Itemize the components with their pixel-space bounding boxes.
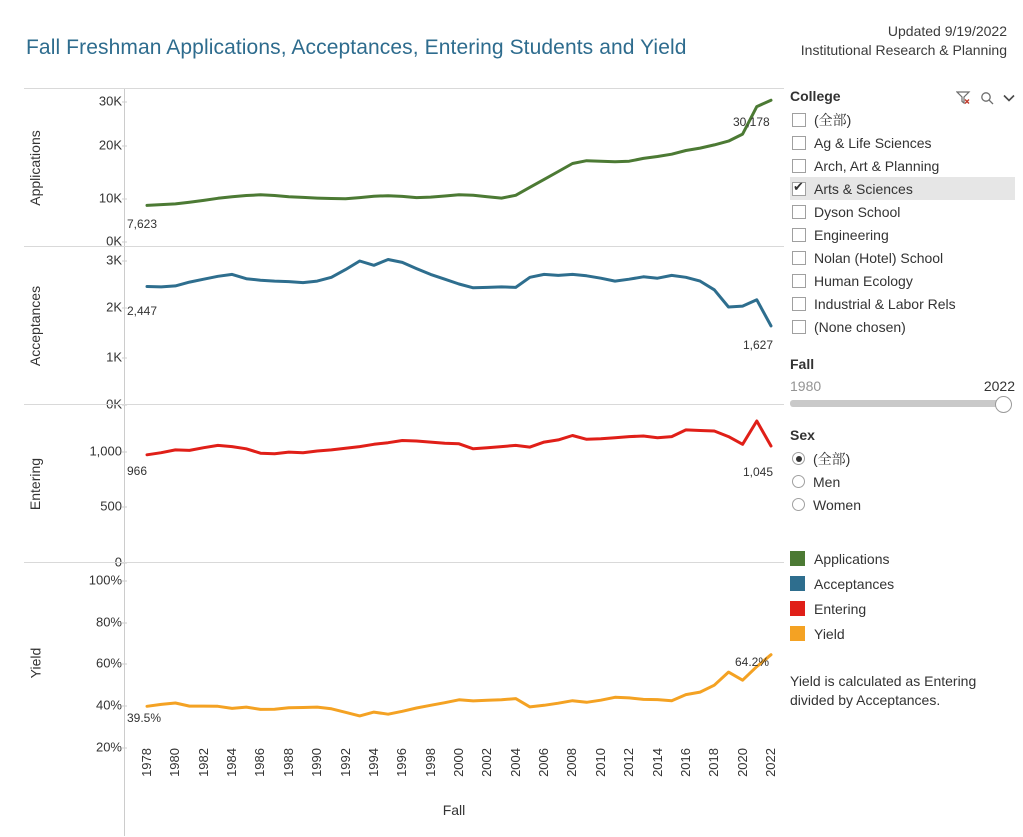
plot-entering — [124, 405, 784, 562]
x-tick-label: 2000 — [451, 748, 466, 777]
x-tick-label: 1994 — [365, 748, 381, 777]
sex-filter-item-label: (全部) — [813, 450, 851, 467]
ytick-applications-1: 20K — [52, 138, 122, 153]
ytick-applications-0: 30K — [52, 94, 122, 109]
plot-applications — [124, 89, 784, 246]
page-title: Fall Freshman Applications, Acceptances, Entering Students and Yield — [26, 36, 687, 59]
updated-date: Updated 9/19/2022 — [887, 23, 1007, 39]
updated-info — [757, 22, 1007, 60]
checkbox-icon[interactable] — [792, 136, 806, 150]
college-filter-item-label: Industrial & Labor Rels — [814, 295, 956, 312]
college-filter-item-label: Arch, Art & Planning — [814, 157, 940, 174]
college-filter-icons — [956, 91, 1015, 105]
x-tick-label: 2006 — [536, 748, 552, 777]
panel-acceptances — [24, 246, 784, 412]
x-tick-label: 2016 — [677, 748, 693, 777]
college-filter-item-label: (全部) — [814, 111, 852, 128]
label-acceptances-last: 1,627 — [743, 338, 774, 352]
sex-filter-item[interactable] — [790, 470, 1015, 493]
college-filter-item[interactable] — [790, 154, 1015, 177]
legend-item[interactable] — [790, 621, 1015, 646]
sex-filter-item[interactable] — [790, 447, 1015, 470]
fall-range-values — [790, 378, 1015, 394]
data-source: Institutional Research & Planning — [800, 42, 1007, 58]
radio-icon[interactable] — [792, 498, 805, 511]
x-tick-label: 2012 — [621, 748, 637, 777]
checkbox-icon[interactable] — [792, 274, 806, 288]
x-tick-label: 2020 — [734, 748, 750, 777]
checkbox-icon[interactable] — [792, 182, 806, 196]
legend-label: Entering — [814, 600, 867, 617]
ytick-acceptances-1: 2K — [52, 300, 122, 315]
college-filter-item-label: Arts & Sciences — [814, 180, 913, 197]
x-tick-label: 1990 — [309, 748, 325, 777]
checkbox-icon[interactable] — [792, 320, 806, 334]
x-tick-label: 2010 — [592, 748, 608, 777]
label-yield-first: 39.5% — [127, 711, 162, 725]
sex-filter-item-label: Women — [813, 496, 861, 513]
fall-range-max: 2022 — [983, 378, 1015, 394]
x-tick-label: 2018 — [706, 748, 722, 777]
sex-filter-item-label: Men — [813, 473, 841, 490]
college-filter-item[interactable] — [790, 108, 1015, 131]
sex-filter-list[interactable] — [790, 447, 1015, 516]
series-applications — [125, 89, 785, 247]
checkbox-icon[interactable] — [792, 228, 806, 242]
college-filter-item-label: Human Ecology — [814, 272, 913, 289]
series-entering — [125, 405, 785, 563]
label-entering-first: 966 — [127, 464, 148, 478]
ytick-yield-1: 80% — [52, 615, 122, 630]
x-tick-label: 1984 — [224, 748, 240, 777]
college-filter-item[interactable] — [790, 246, 1015, 269]
panel-entering — [24, 404, 784, 570]
college-filter-item[interactable] — [790, 200, 1015, 223]
checkbox-icon[interactable] — [792, 251, 806, 265]
fall-range-slider[interactable] — [790, 400, 1001, 407]
ytick-yield-3: 40% — [52, 698, 122, 713]
college-filter-item-label: Engineering — [814, 226, 889, 243]
x-axis-label: Fall — [442, 802, 466, 818]
college-filter-item-label: Dyson School — [814, 203, 901, 220]
fall-range-min: 1980 — [790, 378, 822, 394]
ytick-yield-0: 100% — [52, 573, 122, 588]
x-tick-label: 1996 — [394, 748, 410, 777]
legend-swatch — [790, 576, 805, 591]
ytick-acceptances-0: 3K — [52, 253, 122, 268]
college-filter-item[interactable] — [790, 315, 1015, 338]
sex-filter-label: Sex — [790, 427, 815, 443]
fall-filter — [790, 356, 1015, 407]
checkbox-icon[interactable] — [792, 297, 806, 311]
radio-icon[interactable] — [792, 475, 805, 488]
axis-title-entering: Entering — [27, 457, 43, 510]
legend-item[interactable] — [790, 571, 1015, 596]
ytick-applications-2: 10K — [52, 191, 122, 206]
x-tick-label: 1982 — [195, 748, 211, 777]
ytick-entering-1: 500 — [52, 499, 122, 514]
x-tick-label: 1988 — [280, 748, 296, 777]
college-filter-label: College — [790, 88, 841, 104]
sex-filter-item[interactable] — [790, 493, 1015, 516]
radio-icon[interactable] — [792, 452, 805, 465]
checkbox-icon[interactable] — [792, 205, 806, 219]
legend-label: Yield — [814, 625, 845, 642]
x-tick-label: 2004 — [507, 748, 523, 777]
legend-swatch — [790, 626, 805, 641]
ytick-yield-2: 60% — [52, 656, 122, 671]
plot-acceptances — [124, 247, 784, 404]
x-tick-label: 1978 — [139, 748, 154, 777]
college-filter-item[interactable] — [790, 292, 1015, 315]
college-filter-header — [790, 88, 1015, 108]
ytick-yield-4: 20% — [52, 740, 122, 755]
x-tick-label: 2022 — [763, 748, 778, 777]
label-applications-last: 30,178 — [733, 115, 770, 129]
legend-swatch — [790, 601, 805, 616]
college-filter-item[interactable] — [790, 223, 1015, 246]
x-axis-ticks — [124, 748, 784, 800]
series-acceptances — [125, 247, 785, 405]
filters-sidebar — [790, 88, 1015, 710]
checkbox-icon[interactable] — [792, 159, 806, 173]
x-tick-label: 1992 — [337, 748, 353, 777]
chevron-down-icon[interactable] — [1003, 94, 1015, 102]
college-filter-item[interactable] — [790, 177, 1015, 200]
college-filter-item[interactable] — [790, 269, 1015, 292]
ytick-entering-0: 1,000 — [52, 444, 122, 459]
college-filter-list[interactable] — [790, 108, 1015, 338]
axis-title-acceptances: Acceptances — [27, 285, 44, 366]
college-filter-item[interactable] — [790, 131, 1015, 154]
label-acceptances-first: 2,447 — [127, 304, 158, 318]
fall-range-slider-thumb[interactable] — [995, 396, 1012, 413]
legend-item[interactable] — [790, 546, 1015, 571]
search-icon[interactable] — [980, 91, 994, 105]
label-yield-last: 64.2% — [735, 655, 770, 669]
label-entering-last: 1,045 — [743, 465, 774, 479]
chart-area — [24, 88, 784, 824]
axis-title-applications: Applications — [27, 129, 43, 206]
ytick-entering-2: 0 — [52, 555, 122, 570]
ytick-acceptances-2: 1K — [52, 350, 122, 365]
x-tick-label: 2008 — [564, 748, 580, 777]
legend-label: Applications — [814, 550, 890, 567]
yield-note: Yield is calculated as Entering divided by Acceptances. — [790, 673, 977, 708]
ytick-acceptances-3: 0K — [52, 397, 122, 412]
x-tick-label: 2014 — [649, 748, 665, 777]
x-tick-label: 1986 — [252, 748, 268, 777]
label-applications-first: 7,623 — [127, 217, 158, 231]
x-tick-label: 2002 — [479, 748, 495, 777]
legend-label: Acceptances — [814, 575, 895, 592]
x-tick-label: 1998 — [422, 748, 438, 777]
sex-filter — [790, 427, 1015, 516]
axis-title-yield: Yield — [27, 647, 43, 679]
panel-applications — [24, 88, 784, 249]
checkbox-icon[interactable] — [792, 113, 806, 127]
filter-clear-icon[interactable] — [956, 91, 971, 105]
ytick-applications-3: 0K — [52, 234, 122, 249]
legend-item[interactable] — [790, 596, 1015, 621]
legend-swatch — [790, 551, 805, 566]
fall-filter-label: Fall — [790, 356, 815, 372]
college-filter-item-label: Ag & Life Sciences — [814, 134, 932, 151]
college-filter-item-label: Nolan (Hotel) School — [814, 249, 944, 266]
legend — [790, 546, 1015, 646]
college-filter-item-label: (None chosen) — [814, 318, 906, 335]
x-tick-label: 1980 — [167, 748, 183, 777]
